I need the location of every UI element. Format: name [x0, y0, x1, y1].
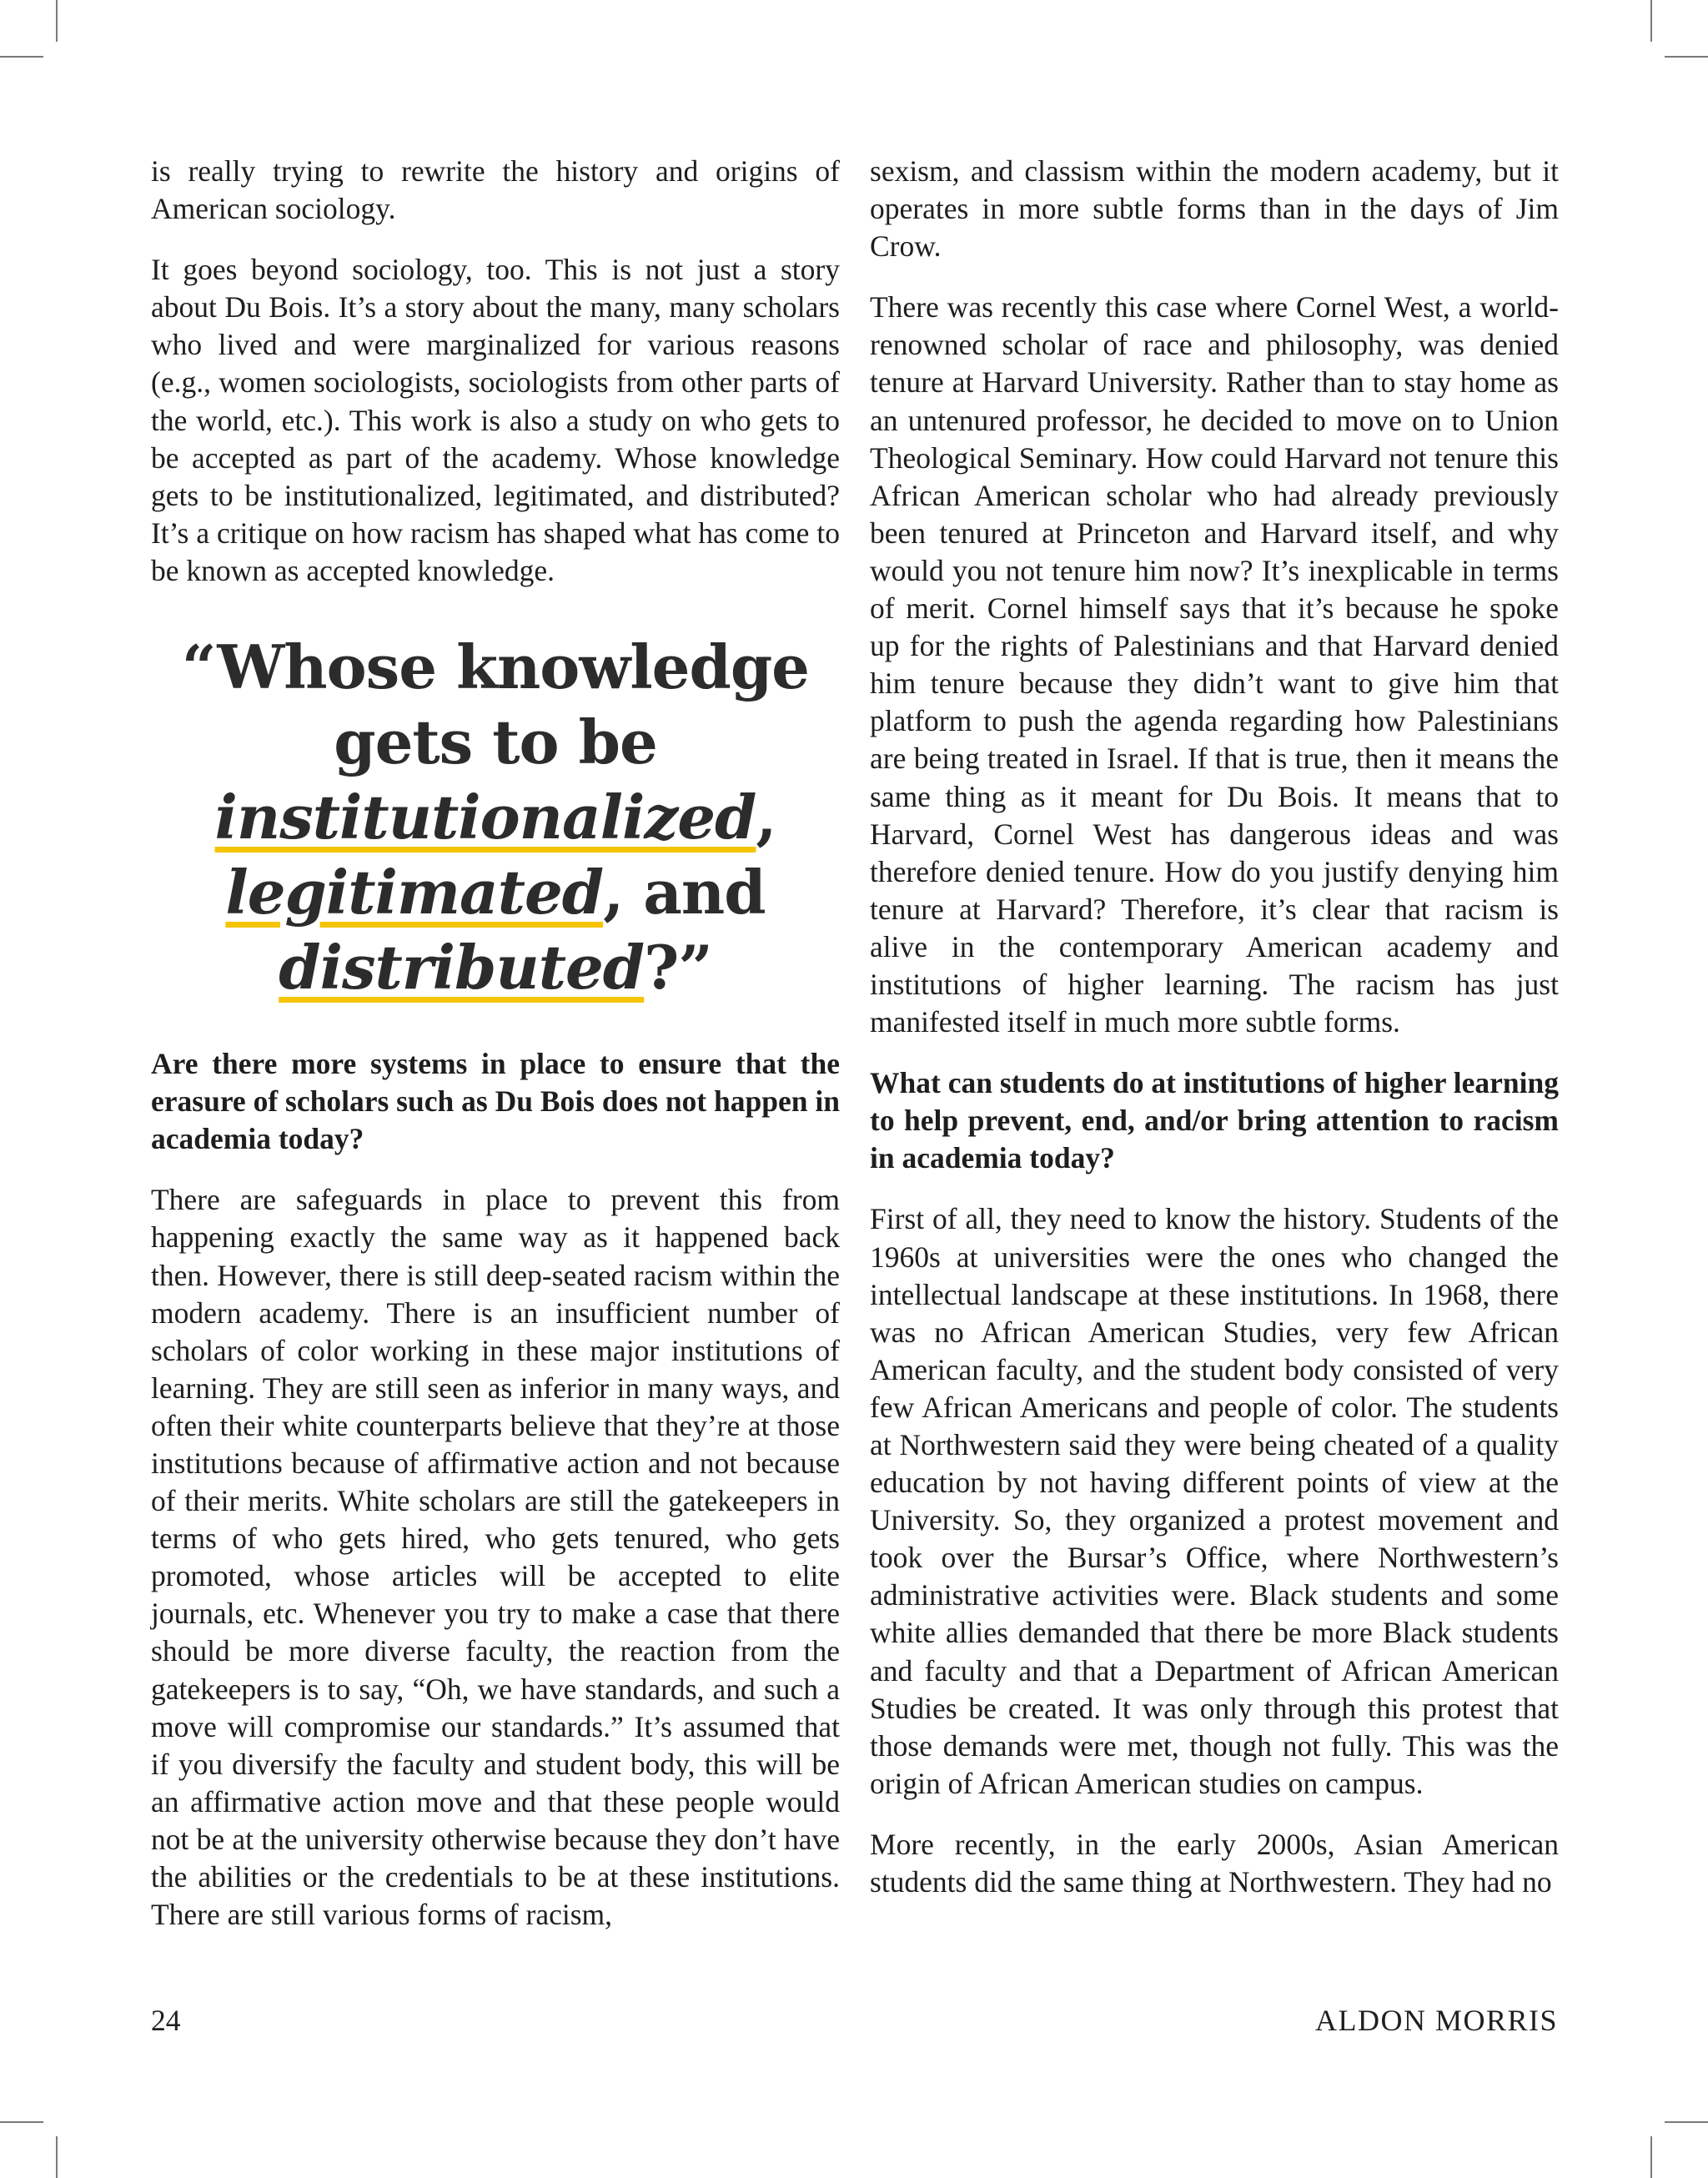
- body-paragraph: sexism, and classism within the modern academy, but it operates in more subtle forms than in the days of Jim Crow.: [870, 154, 1559, 264]
- crop-mark: [1665, 56, 1708, 58]
- right-column: [870, 153, 1559, 1924]
- pull-quote: [151, 630, 840, 1005]
- pull-quote-punct: ,: [756, 782, 776, 853]
- body-paragraph: There was recently this case where Cornel West, a world-renowned scholar of race and philosophy, was denied tenure at Harvard University. Rather than to stay home as an untenured professor, he decided to move on to Union Theological Seminary. How could Harvard not tenure this African American scholar who had already previously been tenured at Princeton and Harvard itself, and why would you not tenure him now? It’s inexplicable in terms of merit. Cornel himself says that it’s because he spoke up for the rights of Palestinians and that Harvard denied him tenure because they didn’t want to give him that platform to push the agenda regarding how Palestinians are being treated in Israel. If that is true, then it means the same thing as it meant for Du Bois. It means that to Harvard, Cornel West has dangerous ideas and was therefore denied tenure. How do you justify denying him tenure at Harvard? Therefore, it’s clear that racism is alive in the contemporary American academy and institutions of higher learning. The racism has just manifested itself in much more subtle forms.: [870, 290, 1559, 1039]
- crop-mark: [1650, 2136, 1652, 2178]
- pull-quote-highlight: distributed: [279, 932, 645, 1003]
- pull-quote-text: , and: [603, 857, 766, 928]
- body-paragraph: It goes beyond sociology, too. This is not just a story about Du Bois. It’s a story about the many, many scholars who lived and were marginalized for various reasons (e.g., women sociologists, sociologists from other parts of the world, etc.). This work is also a study on who gets to be accepted as part of the academy. Whose knowledge gets to be institutionalized, legitimated, and distributed? It’s a critique on how racism has shaped what has come to be known as accepted knowledge.: [151, 253, 840, 587]
- body-paragraph: First of all, they need to know the history. Students of the 1960s at universities were the ones who changed the intellectual landscape at these institutions. In 1968, there was no African American Studies, very few African American faculty, and the student body consisted of very few African Americans and people of color. The students at Northwestern said they were being cheated of a quality education by not having different points of view at the University. So, they organized a protest movement and took over the Bursar’s Office, where Northwestern’s administrative activities were. Black students and some white allies demanded that there be more Black students and faculty and that a Department of African American Studies be created. It was only through this protest that those demands were met, though not fully. This was the origin of African American studies on campus.: [870, 1202, 1559, 1800]
- crop-mark: [1665, 2121, 1708, 2123]
- crop-mark: [0, 56, 43, 58]
- pull-quote-open: “Whose knowledge gets to be: [182, 631, 809, 778]
- body-paragraph: is really trying to rewrite the history and origins of American sociology.: [151, 154, 840, 226]
- pull-quote-highlight: legitimated: [225, 857, 604, 928]
- interview-question: Are there more systems in place to ensure that the erasure of scholars such as Du Bois does not happen in academia today?: [151, 1047, 840, 1156]
- crop-mark: [56, 2136, 58, 2178]
- body-paragraph: More recently, in the early 2000s, Asian American students did the same thing at Northwestern. They had no: [870, 1827, 1559, 1899]
- body-paragraph: There are safeguards in place to prevent this from happening exactly the same way as it happened back then. However, there is still deep-seated racism within the modern academy. There is an insufficient number of scholars of color working in these major institutions of learning. They are still seen as inferior in many ways, and often their white counterparts believe that they’re at those institutions because of affirmative action and not because of their merits. White scholars are still the gatekeepers in terms of who gets hired, who gets tenured, who gets promoted, whose articles will be accepted to elite journals, etc. Whenever you try to make a case that there should be more diverse faculty, the reaction from the gatekeepers is to say, “Oh, we have standards, and such a move will compromise our standards.” It’s assumed that if you diversify the faculty and student body, this will be an affirmative action move and that these people would not be at the university otherwise because they don’t have the abilities or the credentials to be at these institutions. There are still various forms of racism,: [151, 1183, 840, 1932]
- crop-mark: [56, 0, 58, 42]
- interview-question: What can students do at institutions of higher learning to help prevent, end, and/or bring attention to racism in academia today?: [870, 1066, 1559, 1175]
- page-number: 24: [151, 2004, 181, 2037]
- crop-mark: [0, 2121, 43, 2123]
- running-footer: ALDON MORRIS: [1314, 2004, 1558, 2037]
- pull-quote-close: ?”: [644, 932, 712, 1003]
- left-column: [151, 153, 840, 1957]
- pull-quote-highlight: institutionalized: [214, 782, 756, 853]
- crop-mark: [1650, 0, 1652, 42]
